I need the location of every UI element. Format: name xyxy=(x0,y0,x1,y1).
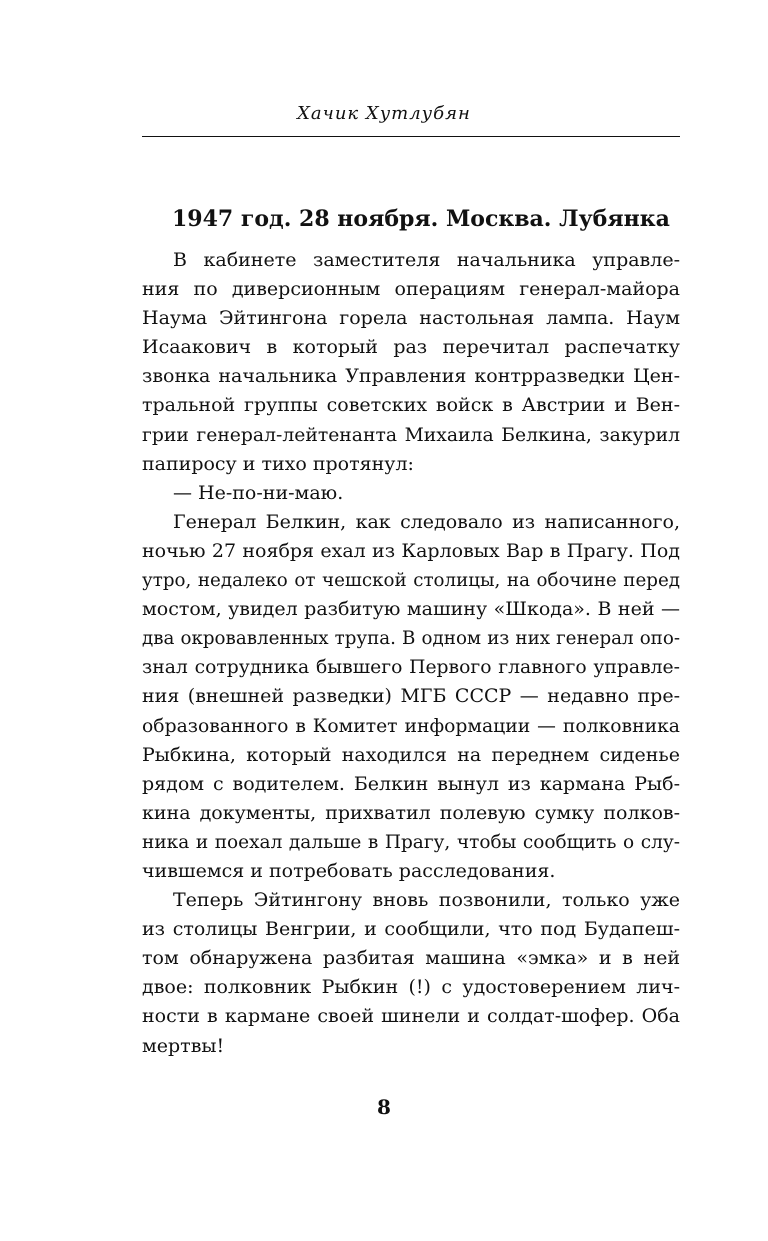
text-line: двое: полковник Рыбкин (!) с удостоверением лич- xyxy=(142,976,680,999)
text-line: Наума Эйтингона горела настольная лампа. Наум xyxy=(142,307,680,330)
text-line: том обнаружена разбитая машина «эмка» и в ней xyxy=(142,947,680,970)
text-line: ночью 27 ноября ехал из Карловых Вар в Прагу. Под xyxy=(142,539,680,562)
text-line: чившемся и потребовать расследования. xyxy=(142,859,556,882)
text-line: Генерал Белкин, как следовало из написанного, xyxy=(173,510,680,533)
text-line: ния (внешней разведки) МГБ СССР — недавно пре- xyxy=(142,685,680,708)
text-line: В кабинете заместителя начальника управле- xyxy=(173,249,680,271)
text-line: образованного в Комитет информации — полковника xyxy=(142,715,680,737)
text-line: Рыбкина, который находился на переднем сиденье xyxy=(142,743,680,766)
page-number: 8 xyxy=(377,1095,391,1119)
text-line: рядом с водителем. Белкин вынул из кармана Рыб- xyxy=(142,772,680,795)
text-line: мертвы! xyxy=(142,1034,225,1057)
text-line: звонка начальника Управления контрразведки Цен- xyxy=(142,365,680,388)
text-line: ника и поехал дальше в Прагу, чтобы сообщить о слу- xyxy=(142,831,680,853)
text-line: папиросу и тихо протянул: xyxy=(142,452,414,475)
body-text xyxy=(142,246,680,1061)
text-line: тральной группы советских войск в Австрии и Вен- xyxy=(142,394,680,417)
text-line: ния по диверсионным операциям генерал-майора xyxy=(142,278,680,301)
text-line: мостом, увидел разбитую машину «Шкода». В ней — xyxy=(142,598,680,621)
text-line: ности в кармане своей шинели и солдат-шофер. Оба xyxy=(142,1005,680,1028)
text-line: грии генерал-лейтенанта Михаила Белкина, закурил xyxy=(142,424,680,446)
text-line: утро, недалеко от чешской столицы, на обочине перед xyxy=(142,570,680,592)
text-line: из столицы Венгрии, и сообщили, что под Будапеш- xyxy=(142,918,680,941)
text-line: Теперь Эйтингону вновь позвонили, только уже xyxy=(173,889,680,912)
dialogue-line: — Не-по-ни-маю. xyxy=(173,481,344,504)
running-head-author: Хачик Хутлубян xyxy=(297,103,471,124)
text-line: Исаакович в который раз перечитал распечатку xyxy=(142,336,680,359)
text-line: два окровавленных трупа. В одном из них генерал опо- xyxy=(142,628,680,650)
text-line: знал сотрудника бывшего Первого главного управле- xyxy=(142,657,680,679)
chapter-title: 1947 год. 28 ноября. Москва. Лубянка xyxy=(172,206,670,232)
header-rule xyxy=(142,136,680,137)
text-line: кина документы, прихватил полевую сумку полков- xyxy=(142,801,680,824)
